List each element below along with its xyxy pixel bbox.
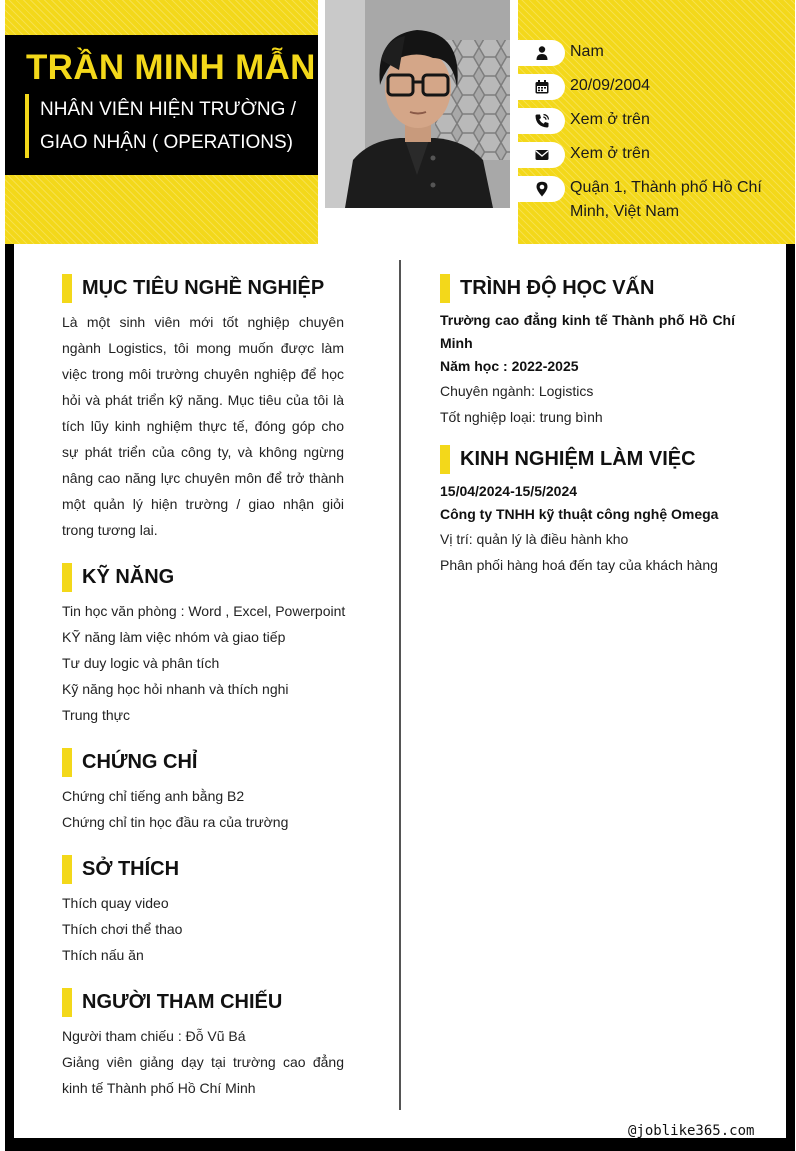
phone-value: Xem ở trên [570, 111, 650, 128]
objective-heading [62, 274, 324, 303]
contact-birthday [518, 74, 780, 100]
heading-accent [62, 988, 72, 1017]
watermark-text: @joblike365.com [628, 1123, 755, 1139]
hobby-item: Thích nấu ăn [62, 947, 144, 963]
hobbies-title: SỞ THÍCH [82, 858, 180, 880]
references-heading [62, 988, 282, 1017]
hobby-item: Thích chơi thể thao [62, 921, 183, 937]
heading-accent [62, 855, 72, 884]
skill-item: Trung thực [62, 707, 130, 723]
education-school: Trường cao đẳng kinh tế Thành phố Hồ Chí Minh [440, 312, 735, 351]
column-divider [399, 260, 401, 1110]
location-pin-icon [518, 176, 565, 202]
job-title: NHÂN VIÊN HIỆN TRƯỜNG / GIAO NHẬN ( OPERATIONS) [40, 99, 296, 153]
experience-company: Công ty TNHH kỹ thuật công nghệ Omega [440, 506, 719, 522]
certificates-title: CHỨNG CHỈ [82, 751, 198, 773]
hobbies-heading [62, 855, 179, 884]
certificates-heading [62, 748, 197, 777]
objective-text: Là một sinh viên mới tốt nghiệp chuyên ngành Logistics, tôi mong muốn được làm việc trong môi trường chuyên nghiệp để học hỏi và phát triển kỹ năng. Mục tiêu của tôi là tích lũy kinh nghiệm thực tế, đóng góp cho sự phát triển của công ty, và không ngừng nâng cao năng lực chuyên môn để trở thành một quản lý hiện trường / giao nhận giỏi trong tương lai. [62, 314, 344, 538]
skills-heading [62, 563, 174, 592]
certificate-item: Chứng chỉ tin học đầu ra của trường [62, 814, 289, 830]
heading-accent [440, 274, 450, 303]
contact-email [518, 142, 780, 168]
certificate-item: Chứng chỉ tiếng anh bằng B2 [62, 788, 245, 804]
birthday-value: 20/09/2004 [570, 77, 651, 94]
experience-heading [440, 445, 696, 474]
education-years: Năm học : 2022-2025 [440, 358, 579, 374]
education-heading [440, 274, 654, 303]
references-title: NGƯỜI THAM CHIẾU [82, 991, 283, 1013]
education-major: Chuyên ngành: Logistics [440, 383, 594, 399]
user-icon [518, 40, 565, 66]
heading-accent [62, 563, 72, 592]
contact-gender [518, 40, 780, 66]
skill-item: KỸ năng làm việc nhóm và giao tiếp [62, 629, 286, 645]
heading-accent [440, 445, 450, 474]
skills-title: KỸ NĂNG [82, 566, 175, 588]
calendar-icon [518, 74, 565, 100]
objective-title: MỤC TIÊU NGHỀ NGHIỆP [82, 277, 325, 299]
contact-phone [518, 108, 780, 134]
skill-item: Kỹ năng học hỏi nhanh và thích nghi [62, 681, 289, 697]
experience-task: Phân phối hàng hoá đến tay của khách hàng [440, 557, 718, 573]
education-grade: Tốt nghiệp loại: trung bình [440, 409, 603, 425]
gender-value: Nam [570, 43, 604, 60]
skill-item: Tin học văn phòng : Word , Excel, Powerpoint [62, 603, 346, 619]
experience-title: KINH NGHIỆM LÀM VIỆC [460, 448, 696, 470]
experience-position: Vị trí: quản lý là điều hành kho [440, 531, 629, 547]
education-title: TRÌNH ĐỘ HỌC VẤN [460, 277, 655, 299]
candidate-name: TRẦN MINH MẪN [26, 48, 316, 87]
skill-item: Tư duy logic và phân tích [62, 655, 220, 671]
reference-name: Người tham chiếu : Đỗ Vũ Bá [62, 1028, 246, 1044]
envelope-icon [518, 142, 565, 168]
phone-icon [518, 108, 565, 134]
heading-accent [62, 274, 72, 303]
email-value: Xem ở trên [570, 145, 650, 162]
profile-photo [325, 0, 510, 208]
contact-address [518, 176, 780, 224]
address-value: Quận 1, Thành phố Hồ Chí Minh, Việt Nam [570, 179, 762, 220]
title-accent-bar [25, 94, 29, 158]
hobby-item: Thích quay video [62, 895, 169, 911]
reference-detail: Giảng viên giảng dạy tại trường cao đẳng kinh tế Thành phố Hồ Chí Minh [62, 1054, 344, 1096]
heading-accent [62, 748, 72, 777]
experience-period: 15/04/2024-15/5/2024 [440, 483, 578, 499]
